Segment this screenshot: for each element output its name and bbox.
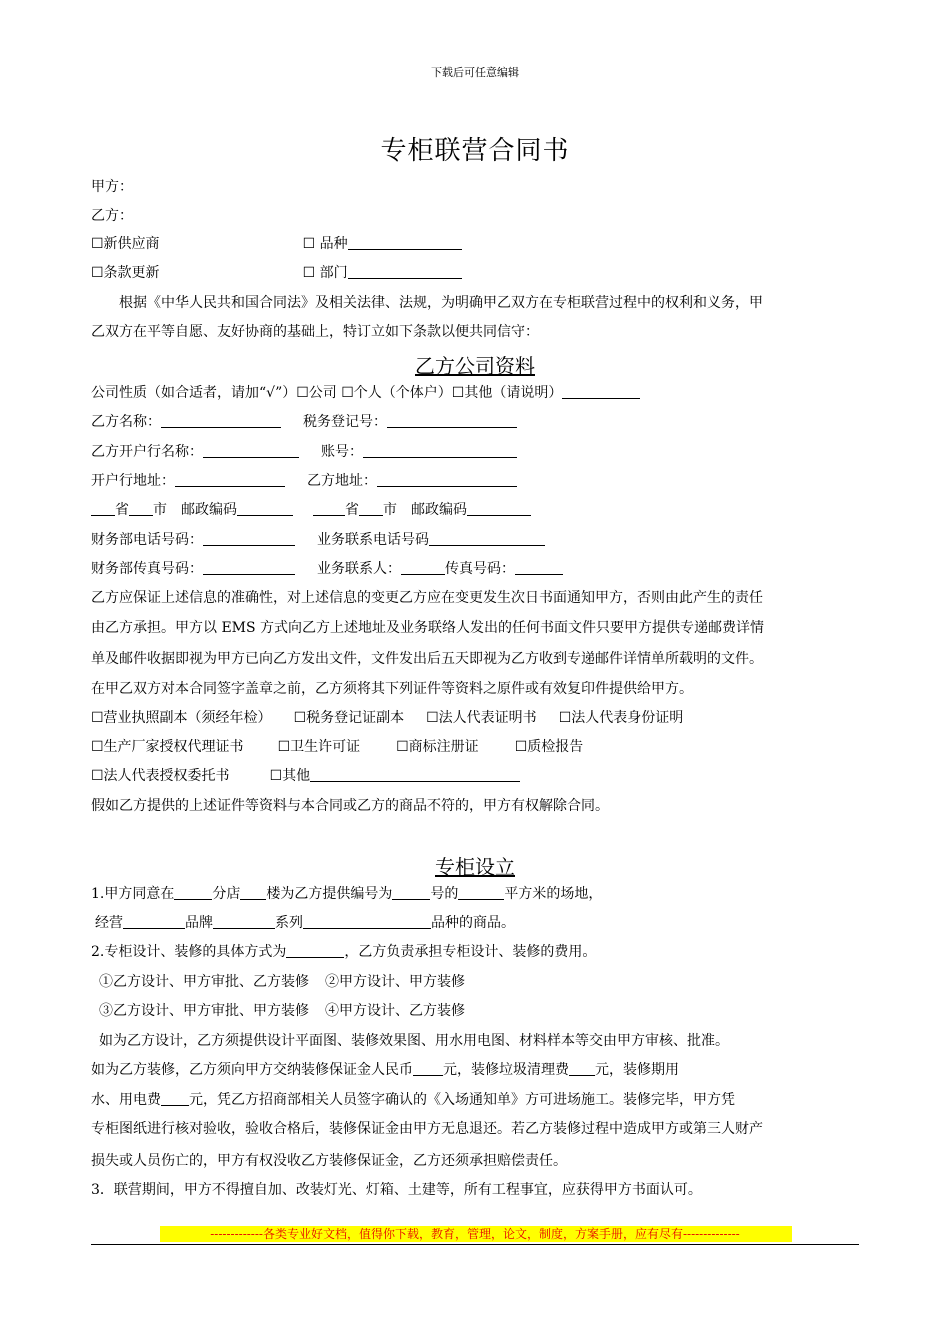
clause-2-para-1: 如为乙方设计，乙方须提供设计平面图、装修效果图、用水用电图、材料样本等交由甲方审核、批准。 (99, 1033, 729, 1049)
documents-row-3 (91, 766, 520, 786)
checkbox-other[interactable]: ☐其他 (269, 768, 311, 784)
header-note: 下载后可任意编辑 (431, 66, 519, 79)
section-party-b-info: 乙方公司资料 (415, 354, 535, 378)
finance-phone-blank[interactable] (203, 530, 295, 546)
checkbox-new-supplier[interactable]: ☐新供应商 (91, 236, 160, 252)
checkbox-department[interactable]: ☐ 部门 (302, 265, 348, 281)
address-blank[interactable] (377, 471, 517, 487)
clause-2-para-3: 水、用电费 元，凭乙方招商部相关人员签字确认的《入场通知单》方可进场施工。装修完毕，甲方凭 (91, 1092, 735, 1108)
checkbox-business-license[interactable]: ☐营业执照副本（须经年检） (91, 710, 272, 726)
tax-blank[interactable] (387, 412, 517, 428)
deposit-blank[interactable] (413, 1060, 443, 1076)
postcode-blank-2[interactable] (467, 500, 531, 516)
business-contact-blank[interactable] (401, 559, 445, 575)
name-blank[interactable] (161, 412, 281, 428)
variety-blank[interactable] (348, 234, 462, 250)
clause-2-para-2: 如为乙方装修，乙方须向甲方交纳装修保证金人民币 元，装修垃圾清理费 元，装修期用 (91, 1062, 679, 1078)
options-row-2: ③乙方设计、甲方审批、甲方装修 ④甲方设计、乙方装修 (99, 1003, 465, 1019)
documents-row-1 (91, 708, 683, 728)
para-1-line-2: 由乙方承担。甲方以 EMS 方式向乙方上述地址及业务联络人发出的任何书面文件只要甲方提供专递邮费详情 (91, 620, 765, 636)
other-blank[interactable] (310, 766, 520, 782)
province-blank[interactable] (91, 500, 115, 516)
checkbox-terms-update[interactable]: ☐条款更新 (91, 265, 160, 281)
clause-2-para-5: 损失或人员伤亡的，甲方有权没收乙方装修保证金，乙方还须承担赔偿责任。 (91, 1153, 567, 1169)
city-blank[interactable] (129, 500, 153, 516)
province-city-line: 省 市 邮政编码 省 市 邮政编码 (91, 500, 531, 520)
cleanup-fee-blank[interactable] (569, 1060, 595, 1076)
para-1-line-4: 在甲乙双方对本合同签字盖章之前，乙方须将其下列证件等资料之原件或有效复印件提供给甲方。 (91, 681, 693, 697)
address-line: 开户行地址： 乙方地址： (91, 471, 517, 491)
utility-fee-blank[interactable] (161, 1090, 189, 1106)
party-b-line: 乙方： (91, 208, 133, 224)
documents-row-2 (91, 737, 583, 757)
checkbox-quality-report[interactable]: ☐质检报告 (514, 739, 584, 755)
checkbox-manufacturer-authorization[interactable]: ☐生产厂家授权代理证书 (91, 739, 244, 755)
para-2: 假如乙方提供的上述证件等资料与本合同或乙方的商品不符的，甲方有权解除合同。 (91, 798, 609, 814)
bank-address-blank[interactable] (175, 471, 285, 487)
bank-blank[interactable] (203, 442, 299, 458)
checkbox-health-permit[interactable]: ☐卫生许可证 (277, 739, 361, 755)
checkbox-power-of-attorney[interactable]: ☐法人代表授权委托书 (91, 768, 230, 784)
fax-line: 财务部传真号码： 业务联系人： 传真号码： (91, 559, 563, 579)
intro-line-2: 乙双方在平等自愿、友好协商的基础上，特订立如下条款以便共同信守： (91, 324, 539, 340)
para-1-line-1: 乙方应保证上述信息的准确性，对上述信息的变更乙方应在变更发生次日书面通知甲方，否则由此产生的责任 (91, 590, 763, 606)
footer-banner: -------------各类专业好文档，值得你下载，教育，管理，论文，制度，方案手册，应有尽有-------------- (210, 1227, 740, 1241)
clause-1-line-2: 经营 品牌 系列 品种的商品。 (95, 915, 515, 931)
company-nature-blank[interactable] (562, 383, 640, 399)
series-blank[interactable] (213, 913, 275, 929)
clause-1-line-1: 1.甲方同意在 分店 楼为乙方提供编号为 号的 平方米的场地， (91, 886, 603, 902)
checkbox-legal-rep-certificate[interactable]: ☐法人代表证明书 (426, 710, 537, 726)
variety-type-blank[interactable] (303, 913, 431, 929)
brand-blank[interactable] (123, 913, 185, 929)
account-blank[interactable] (363, 442, 517, 458)
floor-blank[interactable] (240, 884, 266, 900)
intro-line-1: 根据《中华人民共和国合同法》及相关法律、法规，为明确甲乙双方在专柜联营过程中的权利和义务，甲 (119, 295, 763, 311)
options-row-1: ①乙方设计、甲方审批、乙方装修 ②甲方设计、甲方装修 (99, 974, 465, 990)
checkbox-trademark[interactable]: ☐商标注册证 (396, 739, 479, 755)
party-a-line: 甲方： (91, 179, 133, 195)
number-blank[interactable] (392, 884, 430, 900)
footer-rule (91, 1244, 859, 1245)
option-row-2 (91, 263, 462, 283)
para-1-line-3: 单及邮件收据即视为甲方已向乙方发出文件，文件发出后五天即视为乙方收到专递邮件详情单所载明的文件。 (91, 651, 763, 667)
fax-blank[interactable] (515, 559, 563, 575)
checkbox-legal-rep-id[interactable]: ☐法人代表身份证明 (558, 710, 684, 726)
name-tax-line: 乙方名称： 税务登记号： (91, 412, 517, 432)
city-blank-2[interactable] (359, 500, 383, 516)
bank-account-line: 乙方开户行名称： 账号： (91, 442, 517, 462)
design-method-blank[interactable] (286, 942, 344, 958)
business-phone-blank[interactable] (429, 530, 545, 546)
postcode-blank[interactable] (237, 500, 293, 516)
province-blank-2[interactable] (313, 500, 345, 516)
option-row-1 (91, 234, 462, 254)
area-blank[interactable] (458, 884, 504, 900)
checkbox-variety[interactable]: ☐ 品种 (302, 236, 348, 252)
department-blank[interactable] (348, 263, 462, 279)
phone-line: 财务部电话号码： 业务联系电话号码 (91, 530, 545, 550)
document-title: 专柜联营合同书 (380, 136, 570, 166)
branch-blank[interactable] (174, 884, 212, 900)
company-nature-line: 公司性质（如合适者，请加“√”）☐公司 ☐个人（个体户）☐其他（请说明） (91, 383, 640, 403)
clause-2-line-1: 2.专柜设计、装修的具体方式为 ，乙方负责承担专柜设计、装修的费用。 (91, 944, 597, 960)
finance-fax-blank[interactable] (203, 559, 295, 575)
checkbox-tax-certificate[interactable]: ☐税务登记证副本 (293, 710, 405, 726)
clause-3: 3．联营期间，甲方不得擅自加、改装灯光、灯箱、土建等，所有工程事宜，应获得甲方书面认可。 (91, 1182, 702, 1198)
clause-2-para-4: 专柜图纸进行核对验收，验收合格后，装修保证金由甲方无息退还。若乙方装修过程中造成甲方或第三人财产 (91, 1121, 763, 1137)
section-counter-setup: 专柜设立 (435, 855, 515, 879)
